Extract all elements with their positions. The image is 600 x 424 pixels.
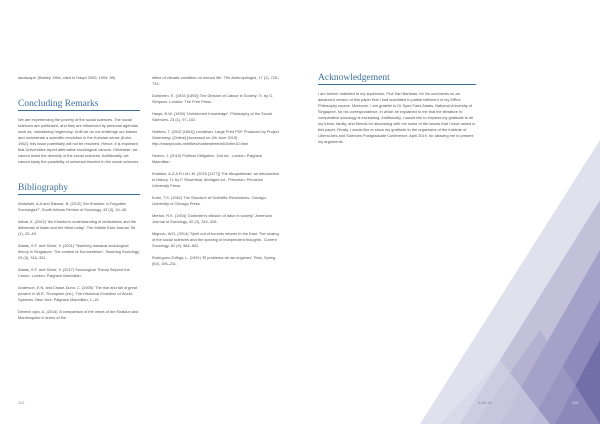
left-page-number: 112 <box>18 400 25 405</box>
bibliography-entry: Demirci oglu, A. (2014) 'A comparison of the views of Ibn Khaldun and Montesquieu in terms of the <box>18 309 139 320</box>
concluding-remarks-heading: Concluding Remarks <box>18 101 140 111</box>
bibliography-entry: Merton, R.K. (1934) 'Durkheim's division of labor in society'. American Journal of Sociology, 40 (3), 319–328. <box>152 213 272 224</box>
concluding-remarks-body: We are experiencing the poverty of the social sciences. The social sciences are politicised, and they are influenced by personal agendas, such as, maintaining hegemony. Until we do not challenge our biases and orchestrate a scientific revolution in the Kuhnian sense (Kuhn, 1962), this issue potentially will not be resolved. Hence, it is important that Universities report alternative sociological canons. Otherwise, we cannot resist the diversity of the social sciences. Additionally, we cannot study the possibility of universal theories in the social sciences. <box>18 117 140 164</box>
bibliography-entry: Mignolo, W.D. (2014) 'Spirit out of bounds returns to the East: The closing of the social sciences and the opening of independent thoughts'. Current Sociology, 62 (4), 584–602. <box>152 231 279 248</box>
intro-text: landscape' (Bartley 1984, cited in Haupt 2000, 1993: 98). <box>18 75 117 80</box>
bibliography-entry: Hobbes, T. (2002 [1651]) Leviathan. Large Print PDF Produced by Project Gutenberg. [Online] [Accessed on 4th June 2019] http://manybooks.net/titles/hobbesthetext02lvthn10.html <box>152 129 279 146</box>
bibliography-entry: Akbar, A. (2002) 'Ibn Khaldun's understanding of civilizations and the dilemmas of Islam and the West today'. The Middle East Journal, 56 (1), 20–45. <box>18 219 137 236</box>
bibliography-heading: Bibliography <box>18 185 140 195</box>
left-column <box>18 75 140 327</box>
bibliography-entry: effect of climatic condition on human life'. The Anthropologist, 17 (1), 725–733. <box>152 75 280 86</box>
bibliography-entry: Abdullahi, A.A and Salawu, B. (2012) 'Ibn Khaldun: A Forgotten Sociologist?', South African Review of Sociology, 43 (3), 24–40. <box>18 201 128 212</box>
bibliography-entry: Anderson, E.N. and Chase-Dunn, C. (2005) 'The rise and fall of great powers' in W.R. Thompson (ed.), The Historical Evolution of World-Systems. New York: Palgrave Macmillan, 1–19. <box>18 285 138 302</box>
right-page-number: 113 <box>572 400 579 405</box>
bibliography-entry: Haupt, B.W. (1993) 'Uninformed Knowledge', Philosophy of the Social Sciences, 23 (1), 97–102. <box>152 111 272 122</box>
acknowledgement-column <box>318 75 476 151</box>
right-page <box>300 0 600 424</box>
decorative-triangle-pattern <box>300 0 600 424</box>
bibliography-entry: Alatas, S.F. and Sinha, V. (2001) 'Teaching classical sociological theory in Singapore: The context of Eurocentrism'. Teaching Sociology, 29 (3), 316–331. <box>18 243 140 260</box>
bibliography-entry: Alatas, S.F. and Sinha, V. (2017) Sociological Theory Beyond the Canon. London: Palgrave Macmillan. <box>18 267 130 278</box>
middle-column <box>152 75 280 273</box>
bibliography-entry: Rodríguez-Zúñiga, L. (1991) 'El problema de los orígenes'. Reis, Spring (54), 195–211. <box>152 255 276 266</box>
bibliography-entry: Kuhn, T.S. (1962) The Structure of Scientific Revolutions. Chicago: University of Chicago Press. <box>152 195 267 206</box>
journal-label: ILAS #2 <box>478 400 493 405</box>
bibliography-entry: Durkheim, E. (1933 [1893]) The Division of Labour in Society. Tr. by G. Simpson. London: The Free Press. <box>152 93 274 104</box>
bibliography-entry: Khaldun, A.Z.A.R.I.M.I.M. (2015 [1377]) The Muqaddimah: an introduction to history. Tr. by F. Rosenthal. Abridged ed., Princeton: Princeton University Press. <box>152 171 280 188</box>
acknowledgement-body: I am forever indebted to my supervisor, Prof Sari Barbeau, for his comments on an advanced version of this paper that I had submitted in partial fulfilment of my MRes Philosophy course. Moreover, I am grateful to Dr Syed Farid Alatas, National University of Singapore, for his correspondence, in which he explained to me that the literature in comparative sociology is increasing. Additionally, I would like to express my gratitude to all my tutors, family, and friends for discussing with me some of the issues that I have raised in this paper. Finally, I would like to show my gratitude to the organisers of the Institute of Liberal Arts and Sciences Postgraduate Conference, April 2019, for allowing me to present my arguments. <box>318 91 476 144</box>
bibliography-entry: Horton, J. (2010) Political Obligation. 2nd ed., London: Palgrave Macmillan. <box>152 153 263 164</box>
acknowledgement-heading: Acknowledgement <box>318 75 476 85</box>
